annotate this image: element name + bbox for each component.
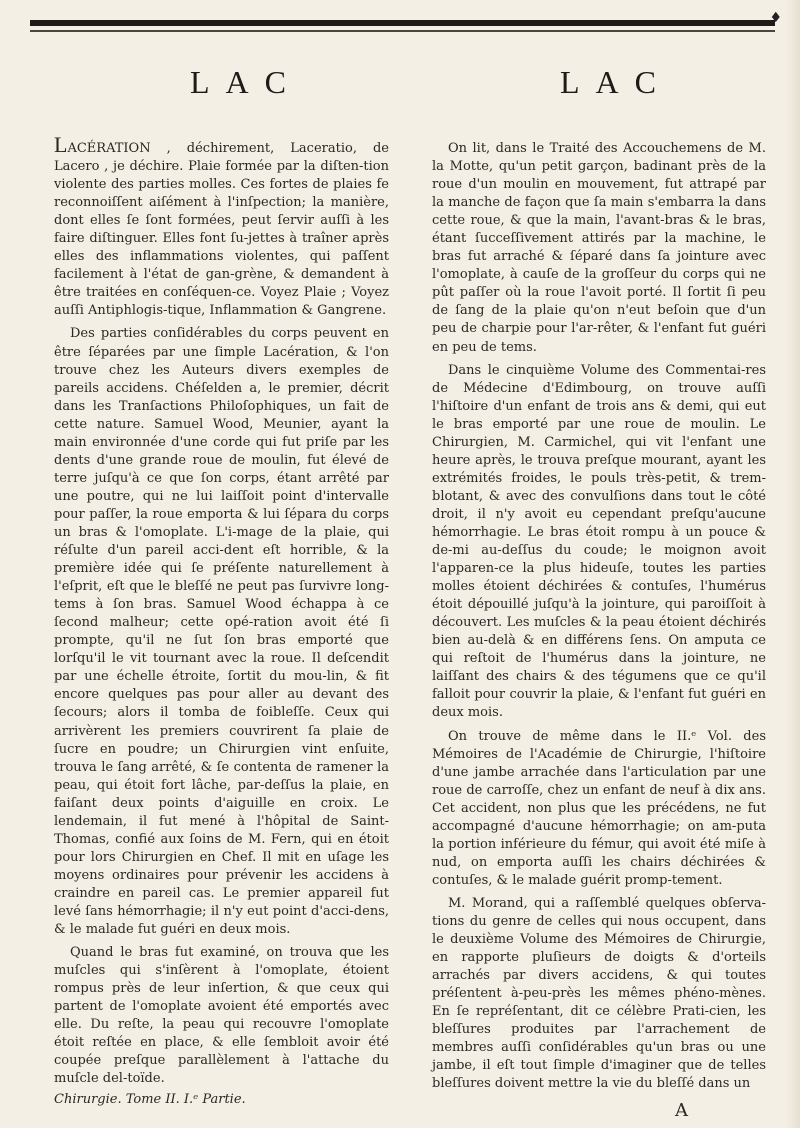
signature-line: Chirurgie. Tome II. I.ᵉ Partie.: [54, 1092, 246, 1107]
paragraph-morand: M. Morand, qui a raſſemblé quelques obſerva-tions du genre de celles qui nous occupent, dans le deuxième Volume des Mémoires de Chirurgie, en rapporte pluſieurs de doigts & d'orteils arrachés par divers accidens, & qui toutes préſentent à-peu-près les mêmes phéno-mènes. En ſe repréſentant, dit ce célèbre Prati-cien, les bleſſures produites par l'arrachement de membres auſſi conſidérables qu'un bras ou une jambe, il eſt tout ſimple d'imaginer que de telles bleſſures doivent mettre la vie du bleſſé dans un: [432, 895, 766, 1092]
top-rule: [30, 20, 775, 26]
paragraph-lamotte: On lit, dans le Traité des Accouchemens de M. la Motte, qu'un petit garçon, badinant près de la roue d'un moulin en mouvement, fut attrapé par la manche de façon que ſa main s'embarra la dans cette roue, & que la main, l'avant-bras & le bras, étant ſucceſſivement attirés par la machine, le bras fut arraché & ſéparé dans ſa jointure avec l'omoplate, à cauſe de la groſſeur du corps qui ne pût paſſer où la roue l'avoit porté. Il ſortit ſi peu de ſang de la plaie qu'on n'eut beſoin que d'un peu de charpie pour l'ar-rêter, & l'enfant fut guéri en peu de tems.: [432, 141, 766, 355]
left-column: [54, 132, 389, 1093]
paragraph-edimbourg: Dans le cinquième Volume des Commentai-res de Médecine d'Edimbourg, on trouve auſſi l'hiſtoire d'un enfant de trois ans & demi, qui eut le bras emporté par une roue de moulin. Le Chirurgien, M. Carmichel, qui vit l'enfant une heure après, le trouva preſque mourant, ayant les extrémités froides, le pouls très-petit, & trem-blotant, & avec des convulſions dans tout le côté droit, il n'y avoit eu cependant preſqu'aucune hémorrhagie. Le bras étoit rompu à un pouce & de-mi au-deſſus du coude; le moignon avoit l'apparen-ce la plus hideuſe, toutes les parties molles étoient déchirées & contuſes, l'humérus étoit dépouillé juſqu'à la jointure, qui paroiſſoit à découvert. Les muſcles & la peau étoient déchirés bien au-delà & en différens ſens. On amputa ce qui reſtoit de l'humérus dans la jointure, ne laiſſant des chairs & des tégumens que ce qu'il falloit pour couvrir la plaie, & l'enfant fut guéri en deux mois.: [432, 362, 766, 721]
right-column: [432, 140, 766, 1098]
paragraph-text: ACÉRATION , déchirement, Laceratio, de Lacero , je déchire. Plaie formée par la diſten-tion violente des parties molles. Ces fortes de plaies fe reconnoiſſent aiſément à l'inſpection; la manière, dont elles ſe ſont formées, peut ſervir auſſi à les faire diſtinguer. Elles font ſu-jettes à traîner après elles des inflammations violentes, qui paſſent facilement à l'état de gan-grène, & demandent à être traitées en conſéquen-ce. Voyez Plaie ; Voyez auſſi Antiphlogis-tique, Inflammation & Gangrene.: [54, 141, 389, 319]
signature-mark: A: [675, 1100, 688, 1121]
top-rule-thin: [30, 30, 775, 32]
paragraph-academie: On trouve de même dans le II.ᵉ Vol. des Mémoires de l'Académie de Chirurgie, l'hiſtoire d'une jambe arrachée dans l'articulation par une roue de carroſſe, chez un enfant de neuf à dix ans. Cet accident, non plus que les précédens, ne fut accompagné d'aucune hémorrhagie; on am-puta la portion inférieure du fémur, qui avoit été miſe à nud, on emporta auſſi les chairs déchirées & contuſes, & le malade guérit promp-tement.: [432, 728, 766, 888]
paragraph-wood: Des parties conſidérables du corps peuvent en être ſéparées par une ſimple Lacération, & l'on trouve chez les Auteurs divers exemples de pareils accidens. Chéſelden a, le premier, décrit dans les Tranſactions Philoſophiques, un fait de cette nature. Samuel Wood, Meunier, ayant la main environnée d'une corde qui fut priſe par les dents d'une grande roue de moulin, fut élevé de terre juſqu'à ce que ſon corps, étant arrêté par une poutre, qui ne lui laiſſoit point d'intervalle pour paſſer, la roue emporta & lui ſépara du corps un bras & l'omoplate. L'i-mage de la plaie, qui réſulte d'un pareil acci-dent eſt horrible, & la première idée qui ſe préſente naturellement à l'eſprit, eſt que le bleſſé ne peut pas ſurvivre long-tems à ſon bras. Samuel Wood échappa à ce ſecond malheur; cette opé-ration avoit été ſi prompte, qu'il ne ſut ſon bras emporté que lorſqu'il le vit tournant avec la roue. Il deſcendit par une échelle étroite, ſortit du mou-lin, & fit encore quelques pas pour aller au devant des ſecours; alors il tomba de foibleſſe. Ceux qui arrivèrent les premiers couvrirent ſa plaie de ſucre en poudre; un Chirurgien vint enſuite, trouva le ſang arrêté, & ſe contenta de ramener la peau, qui étoit fort lâche, par-deſſus la plaie, en faiſant deux points d'aiguille en croix. Le lendemain, il fut mené à l'hôpital de Saint-Thomas, confié aux ſoins de M. Fern, qui en étoit pour lors Chirurgien en Chef. Il mit en uſage les moyens ordinaires pour prévenir les accidens à craindre en pareil cas. Le premier appareil fut levé ſans hémorrhagie; il n'y eut point d'acci-dens, & le malade fut guéri en deux mois.: [54, 326, 389, 938]
paragraph-examination: Quand le bras fut examiné, on trouva que les muſcles qui s'inſèrent à l'omoplate, étoient rompus près de leur inſertion, & que ceux qui partent de l'omoplate avoient été emportés avec elle. Du reſte, la peau qui recouvre l'omoplate étoit reſtée en place, & elle ſembloit avoir été coupée preſque parallèlement à l'attache du muſcle del-toïde.: [54, 945, 389, 1087]
drop-cap: L: [54, 132, 68, 157]
corner-mark: ♦: [769, 10, 782, 26]
paragraph-laceration: [54, 132, 389, 320]
running-header-right: LAC: [560, 64, 672, 100]
running-header-left: LAC: [190, 64, 302, 100]
page-edge-shadow: [786, 0, 800, 1128]
